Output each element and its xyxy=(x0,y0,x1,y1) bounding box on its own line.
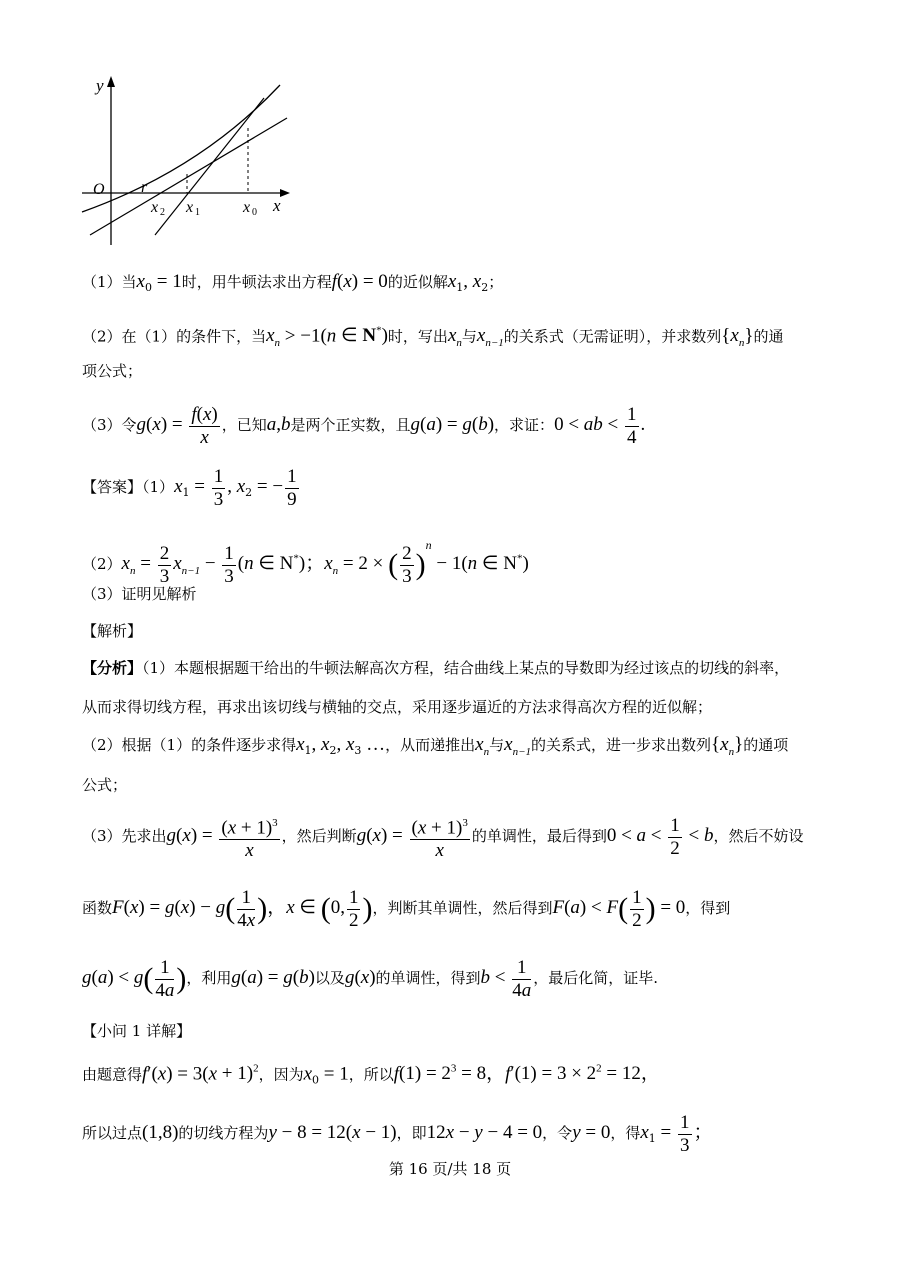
x1-sub: 1 xyxy=(195,207,200,218)
analysis-3-line2: 函数F(x) = g(x) − g( $\frac{1}{4x}$ )，x ∈ (0, $\frac{1}{2}$ )，判断其单调性，然后得到F(a) < F( $\frac{1}{2}$ ) = 0，得到 xyxy=(82,886,731,931)
detail-line-1: 由题意得$f'(x) = 3(x + 1)^2$，因为$x_0 = 1$，所以$f(1) = 2^3 = 8$，$f'(1) = 3 \times 2^2 = 12$， xyxy=(82,1063,660,1087)
page-footer: 第 16 页/共 18 页 xyxy=(388,1160,512,1178)
analysis-2: （2）根据（1）的条件逐步求得$x_1$, $x_2$, $x_3$ …，从而递推出$x_n$与$x_{n-1}$的关系式，进一步求出数列$\{x_n\}$的通项 xyxy=(82,734,789,758)
question-1: （1）当$x_0 = 1$时，用牛顿法求出方程f(x) = 0的近似解$x_1$, $x_2$； xyxy=(82,271,504,294)
answer-2: $(2)x_n$ = $\frac{2}{3}$ $x_{n-1}$ − $\frac{1}{3}$ (n ∈ N*)；$x_n = 2$ × ( $\frac{2}{3}$ )$^n$ − 1(n ∈ N*) xyxy=(82,538,529,587)
question-2: （2）在（1）的条件下，当$x_n > -1(n$ ∈ N*)时，写出$x_n$与$x_{n-1}$的关系式（无需证明），并求数列$\{x_n\}$的通 xyxy=(82,325,784,350)
x1-label: x xyxy=(186,199,194,216)
analysis-3-line3: g(a) < g( $\frac{1}{4a}$ )，利用g(a) = g(b)以及g(x)的单调性，得到b < $\frac{1}{4a}$ ，最后化简，证毕. xyxy=(82,956,659,1001)
y-axis-label: y xyxy=(96,76,104,95)
r-label: r xyxy=(141,179,148,196)
x2-label: x xyxy=(151,199,159,216)
sub-question-1-heading: 【小问 1 详解】 xyxy=(82,1022,192,1040)
x0-sub: 0 xyxy=(252,207,257,218)
question-2-cont: 项公式； xyxy=(82,362,143,380)
question-3: （3）令g(x) = $\frac{f(x)}{x}$ ，已知a,b是两个正实数，且g(a) = g(b)，求证：0 < ab < $\frac{1}{4}$ . xyxy=(82,403,646,448)
x0-label: x xyxy=(243,199,251,216)
answer-1: 【答案】$(1)x_1$ = $\frac{1}{3}$ , $x_2$ = − $\frac{1}{9}$ xyxy=(82,465,297,510)
analysis-1-cont: 从而求得切线方程，再求出该切线与横轴的交点，采用逐步逼近的方法求得高次方程的近似解； xyxy=(82,698,713,716)
detail-line-2: 所以过点(1,8)的切线方程为y − 8 = 12(x − 1)，即12x − y − 4 = 0，令y = 0，得$x_1$ = $\frac{1}{3}$ ； xyxy=(82,1111,713,1156)
x-axis-label: x xyxy=(273,196,281,215)
analysis-1: 【分析】（1）本题根据题干给出的牛顿法解高次方程，结合曲线上某点的导数即为经过该点的切线的斜率， xyxy=(82,659,790,677)
origin-label: O xyxy=(93,181,105,198)
analysis-3: （3）先求出g(x) = $\frac{(x + 1)^3}{x}$ ，然后判断g(x) = $\frac{(x + 1)^3}{x}$ 的单调性，最后得到0 < a < $\frac{1}{2}$ < b，然后不妨设 xyxy=(82,808,860,864)
x2-sub: 2 xyxy=(160,207,165,218)
analysis-heading: 【解析】 xyxy=(82,622,143,640)
answer-3: （3）证明见解析 xyxy=(82,585,197,603)
newton-method-figure xyxy=(80,70,300,250)
analysis-2-cont: 公式； xyxy=(82,776,128,794)
